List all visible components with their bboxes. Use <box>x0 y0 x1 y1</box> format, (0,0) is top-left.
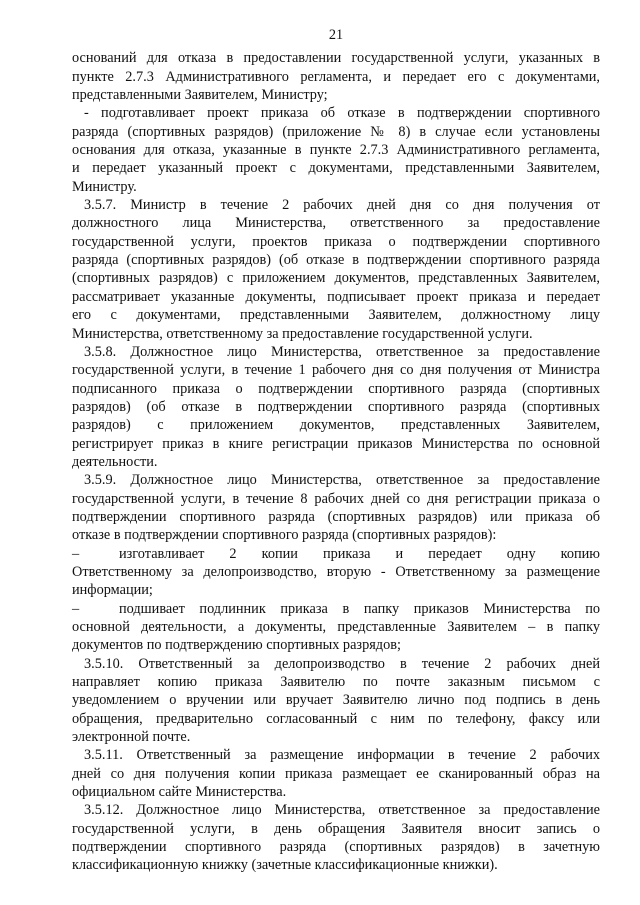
text-line: разряда (спортивных разрядов) (об отказе в подтверждении спортивного разряда <box>72 252 600 269</box>
paragraph-draft <box>72 104 600 196</box>
text-line: представленными Заявителем, Министру; <box>72 87 328 104</box>
text-line: 3.5.7. Министр в течение 2 рабочих дней дня со дня получения от <box>84 197 600 214</box>
text-line: 3.5.9. Должностное лицо Министерства, ответственное за предоставление <box>84 472 600 489</box>
text-line: государственной услуги, в течение 8 рабочих дней со дня регистрации приказа о <box>72 490 600 507</box>
text-line: подтверждении спортивного разряда (спортивных разрядов) или приказа об <box>72 508 600 525</box>
text-line: разряда (спортивных разрядов) (приложение № 8) в случае если установлены <box>72 123 600 140</box>
text-line: подтверждении спортивного разряда (спортивных разрядов) в зачетную <box>72 839 600 856</box>
text-line: оснований для отказа в предоставлении государственной услуги, указанных в <box>72 50 600 67</box>
paragraph-intro <box>72 49 600 104</box>
text-line: его с документами, представленными Заявителем, должностному лицу <box>72 307 600 324</box>
text-line: (спортивных разрядов) с приложением документов, представленных Заявителем, <box>72 270 600 287</box>
text-line: регистрирует приказ в книге регистрации приказов Министерства по основной <box>72 435 600 452</box>
text-line: и передает указанный проект с документами, представленными Заявителем, <box>72 160 600 177</box>
text-line: официальном сайте Министерства. <box>72 784 287 801</box>
text-line: Ответственному за делопроизводство, вторую - Ответственному за размещение <box>72 563 600 580</box>
dash-item-copies <box>28 545 600 563</box>
document-page <box>72 26 600 875</box>
paragraph-3-5-8 <box>72 343 600 471</box>
text-line: обращения, предварительно согласованный с ним по телефону, факсу или <box>72 710 600 727</box>
text-line: подписанного приказа о подтверждении спортивного разряда (спортивных <box>72 380 600 397</box>
text-line: изготавливает 2 копии приказа и передает одну копию <box>119 545 600 562</box>
paragraph-3-5-11 <box>72 746 600 801</box>
text-line: Министру. <box>72 178 137 195</box>
text-line: пункте 2.7.3 Административного регламента, и передает его с документами, <box>72 68 600 85</box>
text-line: разрядов) с приложением документов, представленных Заявителем, <box>72 417 600 434</box>
text-line: 3.5.10. Ответственный за делопроизводство в течение 2 рабочих дней <box>84 655 600 672</box>
text-line: должностного лица Министерства, ответственного за предоставление <box>72 215 600 232</box>
text-line: 3.5.8. Должностное лицо Министерства, ответственное за предоставление <box>84 343 600 360</box>
text-line: разрядов) (об отказе в подтверждении спортивного разряда (спортивных <box>72 398 600 415</box>
text-line: деятельности. <box>72 453 158 470</box>
text-line: государственной услуги, в течение 1 рабочего дня со дня получения от Министра <box>72 362 600 379</box>
text-line: уведомлением о вручении или вручает Заявителю лично под подпись в день <box>72 692 600 709</box>
page-number: 21 <box>328 27 344 43</box>
text-line: направляет копию приказа Заявителю по почте заказным письмом с <box>72 674 600 691</box>
text-line: отказе в подтверждении спортивного разряда (спортивных разрядов): <box>72 527 497 544</box>
text-line: дней со дня получения копии приказа размещает ее сканированный образ на <box>72 765 600 782</box>
text-line: основания для отказа, указанные в пункте 2.7.3 Административного регламента, <box>72 142 600 159</box>
paragraph-3-5-12 <box>72 801 600 874</box>
text-line: основной деятельности, а документы, представленные Заявителем – в папку <box>72 619 600 635</box>
text-line: государственной услуги, в день обращения Заявителя вносит запись о <box>72 820 600 837</box>
dash-marker: – <box>72 600 80 617</box>
text-line: Министерства, ответственному за предоставление государственной услуги. <box>72 325 533 342</box>
text-line: 3.5.12. Должностное лицо Министерства, ответственное за предоставление <box>84 802 600 819</box>
text-line: подшивает подлинник приказа в папку приказов Министерства по <box>119 600 600 617</box>
text-line: классификационную книжку (зачетные классификационные книжки). <box>72 857 498 874</box>
dash-marker: – <box>72 545 80 562</box>
text-line: государственной услуги, проектов приказа о подтверждении спортивного <box>72 233 600 250</box>
text-line: 3.5.11. Ответственный за размещение информации в течение 2 рабочих <box>84 747 600 764</box>
paragraph-3-5-10 <box>72 655 600 747</box>
text-line: документов по подтверждению спортивных разрядов; <box>72 637 401 654</box>
text-line: информации; <box>72 582 153 599</box>
paragraph-3-5-7 <box>72 196 600 343</box>
text-line: рассматривает указанные документы, подписывает проект приказа и передает <box>72 288 600 305</box>
dash-item-file <box>28 600 600 618</box>
text-line: - подготавливает проект приказа об отказе в подтверждении спортивного <box>84 105 600 122</box>
paragraph-3-5-9 <box>72 471 600 544</box>
text-line: электронной почте. <box>72 729 191 746</box>
